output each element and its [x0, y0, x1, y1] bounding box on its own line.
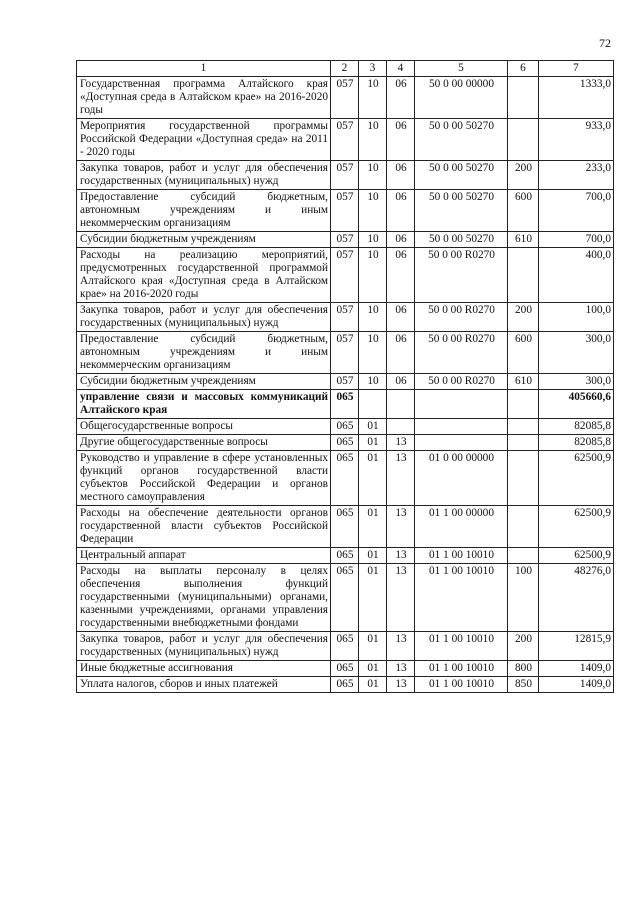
row-pr-cell: 13: [387, 564, 415, 632]
row-ved-cell: 057: [331, 332, 359, 374]
row-rz-cell: 10: [359, 303, 387, 332]
table-row: [77, 119, 614, 161]
row-rz-cell: 10: [359, 248, 387, 303]
row-name-cell: Иные бюджетные ассигнования: [77, 661, 331, 677]
row-ved-cell: 065: [331, 419, 359, 435]
table-row: [77, 677, 614, 693]
row-pr-cell: 13: [387, 677, 415, 693]
column-header-sum: 7: [539, 61, 614, 77]
row-vr-cell: [508, 435, 539, 451]
row-sum-cell: 1409,0: [539, 661, 614, 677]
row-rz-cell: 10: [359, 119, 387, 161]
row-name-cell: Предоставление субсидий бюджетным, автономным учреждениям и иным некоммерческим организациям: [77, 332, 331, 374]
row-sum-cell: 1409,0: [539, 677, 614, 693]
row-sum-cell: 405660,6: [539, 390, 614, 419]
row-csr-cell: 50 0 00 R0270: [415, 303, 508, 332]
row-pr-cell: 06: [387, 232, 415, 248]
row-vr-cell: [508, 390, 539, 419]
row-ved-cell: 065: [331, 632, 359, 661]
row-csr-cell: 50 0 00 00000: [415, 77, 508, 119]
row-csr-cell: [415, 435, 508, 451]
row-rz-cell: 01: [359, 419, 387, 435]
row-csr-cell: 01 1 00 10010: [415, 661, 508, 677]
row-sum-cell: 233,0: [539, 161, 614, 190]
row-rz-cell: 10: [359, 161, 387, 190]
row-vr-cell: 800: [508, 661, 539, 677]
row-ved-cell: 065: [331, 506, 359, 548]
table-row: [77, 232, 614, 248]
row-csr-cell: 01 1 00 00000: [415, 506, 508, 548]
table-row: [77, 451, 614, 506]
row-csr-cell: 50 0 00 50270: [415, 161, 508, 190]
row-pr-cell: [387, 390, 415, 419]
table-row: [77, 632, 614, 661]
table-row: [77, 332, 614, 374]
row-rz-cell: 10: [359, 332, 387, 374]
row-ved-cell: 057: [331, 119, 359, 161]
table-row: [77, 661, 614, 677]
row-sum-cell: 700,0: [539, 190, 614, 232]
row-sum-cell: 12815,9: [539, 632, 614, 661]
table-row: [77, 248, 614, 303]
row-csr-cell: 01 1 00 10010: [415, 548, 508, 564]
table-row: [77, 161, 614, 190]
row-pr-cell: 06: [387, 374, 415, 390]
row-pr-cell: 13: [387, 435, 415, 451]
row-csr-cell: 01 1 00 10010: [415, 677, 508, 693]
row-rz-cell: 10: [359, 77, 387, 119]
table-row: [77, 435, 614, 451]
row-name-cell: Центральный аппарат: [77, 548, 331, 564]
row-sum-cell: 400,0: [539, 248, 614, 303]
row-csr-cell: 01 1 00 10010: [415, 564, 508, 632]
row-rz-cell: 01: [359, 451, 387, 506]
row-ved-cell: 057: [331, 161, 359, 190]
row-sum-cell: 300,0: [539, 374, 614, 390]
row-ved-cell: 057: [331, 303, 359, 332]
row-name-cell: Закупка товаров, работ и услуг для обеспечения государственных (муниципальных) нужд: [77, 303, 331, 332]
row-name-cell: Расходы на выплаты персоналу в целях обеспечения выполнения функций государственными (муниципальными) органами, казенными учреждениями, органами управления государственными внебюджетными фондами: [77, 564, 331, 632]
column-header-name: 1: [77, 61, 331, 77]
row-ved-cell: 057: [331, 374, 359, 390]
row-sum-cell: 933,0: [539, 119, 614, 161]
row-vr-cell: [508, 548, 539, 564]
row-vr-cell: 610: [508, 374, 539, 390]
table-row: [77, 564, 614, 632]
row-vr-cell: 200: [508, 303, 539, 332]
table-row: [77, 390, 614, 419]
table-row: [77, 77, 614, 119]
row-rz-cell: 01: [359, 564, 387, 632]
row-rz-cell: 01: [359, 632, 387, 661]
row-vr-cell: [508, 248, 539, 303]
row-csr-cell: [415, 419, 508, 435]
table-row: [77, 506, 614, 548]
row-pr-cell: 13: [387, 661, 415, 677]
column-header-pr: 4: [387, 61, 415, 77]
row-vr-cell: 100: [508, 564, 539, 632]
table-header-row: [77, 61, 614, 77]
row-name-cell: Закупка товаров, работ и услуг для обеспечения государственных (муниципальных) нужд: [77, 632, 331, 661]
row-pr-cell: 06: [387, 77, 415, 119]
row-csr-cell: [415, 390, 508, 419]
row-sum-cell: 62500,9: [539, 451, 614, 506]
row-sum-cell: 700,0: [539, 232, 614, 248]
row-vr-cell: [508, 451, 539, 506]
row-rz-cell: 01: [359, 506, 387, 548]
table-row: [77, 190, 614, 232]
budget-table: [76, 60, 614, 693]
table-row: [77, 419, 614, 435]
row-pr-cell: 13: [387, 548, 415, 564]
row-ved-cell: 065: [331, 564, 359, 632]
row-ved-cell: 065: [331, 677, 359, 693]
row-ved-cell: 065: [331, 435, 359, 451]
row-pr-cell: 06: [387, 119, 415, 161]
row-rz-cell: 01: [359, 661, 387, 677]
row-ved-cell: 065: [331, 451, 359, 506]
page-number: 72: [599, 36, 611, 50]
row-rz-cell: 01: [359, 435, 387, 451]
row-pr-cell: 06: [387, 303, 415, 332]
row-sum-cell: 82085,8: [539, 419, 614, 435]
row-pr-cell: [387, 419, 415, 435]
row-vr-cell: 600: [508, 190, 539, 232]
row-rz-cell: 01: [359, 677, 387, 693]
row-name-cell: управление связи и массовых коммуникаций Алтайского края: [77, 390, 331, 419]
row-csr-cell: 50 0 00 50270: [415, 190, 508, 232]
row-rz-cell: 10: [359, 374, 387, 390]
row-ved-cell: 057: [331, 190, 359, 232]
row-pr-cell: 06: [387, 161, 415, 190]
row-vr-cell: [508, 506, 539, 548]
row-name-cell: Предоставление субсидий бюджетным, автономным учреждениям и иным некоммерческим организациям: [77, 190, 331, 232]
column-header-csr: 5: [415, 61, 508, 77]
column-header-vr: 6: [508, 61, 539, 77]
row-name-cell: Субсидии бюджетным учреждениям: [77, 232, 331, 248]
row-name-cell: Расходы на обеспечение деятельности органов государственной власти субъектов Российской Федерации: [77, 506, 331, 548]
row-pr-cell: 13: [387, 506, 415, 548]
row-csr-cell: 50 0 00 R0270: [415, 332, 508, 374]
row-rz-cell: 01: [359, 548, 387, 564]
row-ved-cell: 057: [331, 232, 359, 248]
row-name-cell: Государственная программа Алтайского края «Доступная среда в Алтайском крае» на 2016-2020 годы: [77, 77, 331, 119]
row-ved-cell: 065: [331, 390, 359, 419]
row-name-cell: Уплата налогов, сборов и иных платежей: [77, 677, 331, 693]
row-sum-cell: 1333,0: [539, 77, 614, 119]
row-name-cell: Общегосударственные вопросы: [77, 419, 331, 435]
table-row: [77, 548, 614, 564]
row-pr-cell: 13: [387, 451, 415, 506]
row-sum-cell: 62500,9: [539, 548, 614, 564]
row-vr-cell: [508, 77, 539, 119]
row-csr-cell: 50 0 00 R0270: [415, 374, 508, 390]
row-pr-cell: 13: [387, 632, 415, 661]
row-name-cell: Субсидии бюджетным учреждениям: [77, 374, 331, 390]
row-name-cell: Закупка товаров, работ и услуг для обеспечения государственных (муниципальных) нужд: [77, 161, 331, 190]
column-header-ved: 2: [331, 61, 359, 77]
row-name-cell: Мероприятия государственной программы Российской Федерации «Доступная среда» на 2011 - 2020 годы: [77, 119, 331, 161]
row-csr-cell: 50 0 00 R0270: [415, 248, 508, 303]
row-pr-cell: 06: [387, 332, 415, 374]
row-name-cell: Расходы на реализацию мероприятий, предусмотренных государственной программой Алтайского края «Доступная среда в Алтайском крае» на 2016-2020 годы: [77, 248, 331, 303]
row-rz-cell: 10: [359, 190, 387, 232]
row-pr-cell: 06: [387, 248, 415, 303]
row-pr-cell: 06: [387, 190, 415, 232]
row-csr-cell: 50 0 00 50270: [415, 232, 508, 248]
row-csr-cell: 01 0 00 00000: [415, 451, 508, 506]
row-rz-cell: [359, 390, 387, 419]
row-ved-cell: 057: [331, 248, 359, 303]
row-sum-cell: 300,0: [539, 332, 614, 374]
column-header-rz: 3: [359, 61, 387, 77]
row-name-cell: Другие общегосударственные вопросы: [77, 435, 331, 451]
row-sum-cell: 82085,8: [539, 435, 614, 451]
table-row: [77, 303, 614, 332]
row-csr-cell: 50 0 00 50270: [415, 119, 508, 161]
row-rz-cell: 10: [359, 232, 387, 248]
row-ved-cell: 065: [331, 548, 359, 564]
row-vr-cell: 850: [508, 677, 539, 693]
row-ved-cell: 065: [331, 661, 359, 677]
row-vr-cell: 200: [508, 161, 539, 190]
row-vr-cell: 200: [508, 632, 539, 661]
row-vr-cell: [508, 419, 539, 435]
row-vr-cell: 600: [508, 332, 539, 374]
row-vr-cell: 610: [508, 232, 539, 248]
table-row: [77, 374, 614, 390]
row-ved-cell: 057: [331, 77, 359, 119]
row-name-cell: Руководство и управление в сфере установленных функций органов государственной власти субъектов Российской Федерации и органов местного самоуправления: [77, 451, 331, 506]
row-sum-cell: 48276,0: [539, 564, 614, 632]
row-csr-cell: 01 1 00 10010: [415, 632, 508, 661]
row-sum-cell: 100,0: [539, 303, 614, 332]
row-vr-cell: [508, 119, 539, 161]
row-sum-cell: 62500,9: [539, 506, 614, 548]
